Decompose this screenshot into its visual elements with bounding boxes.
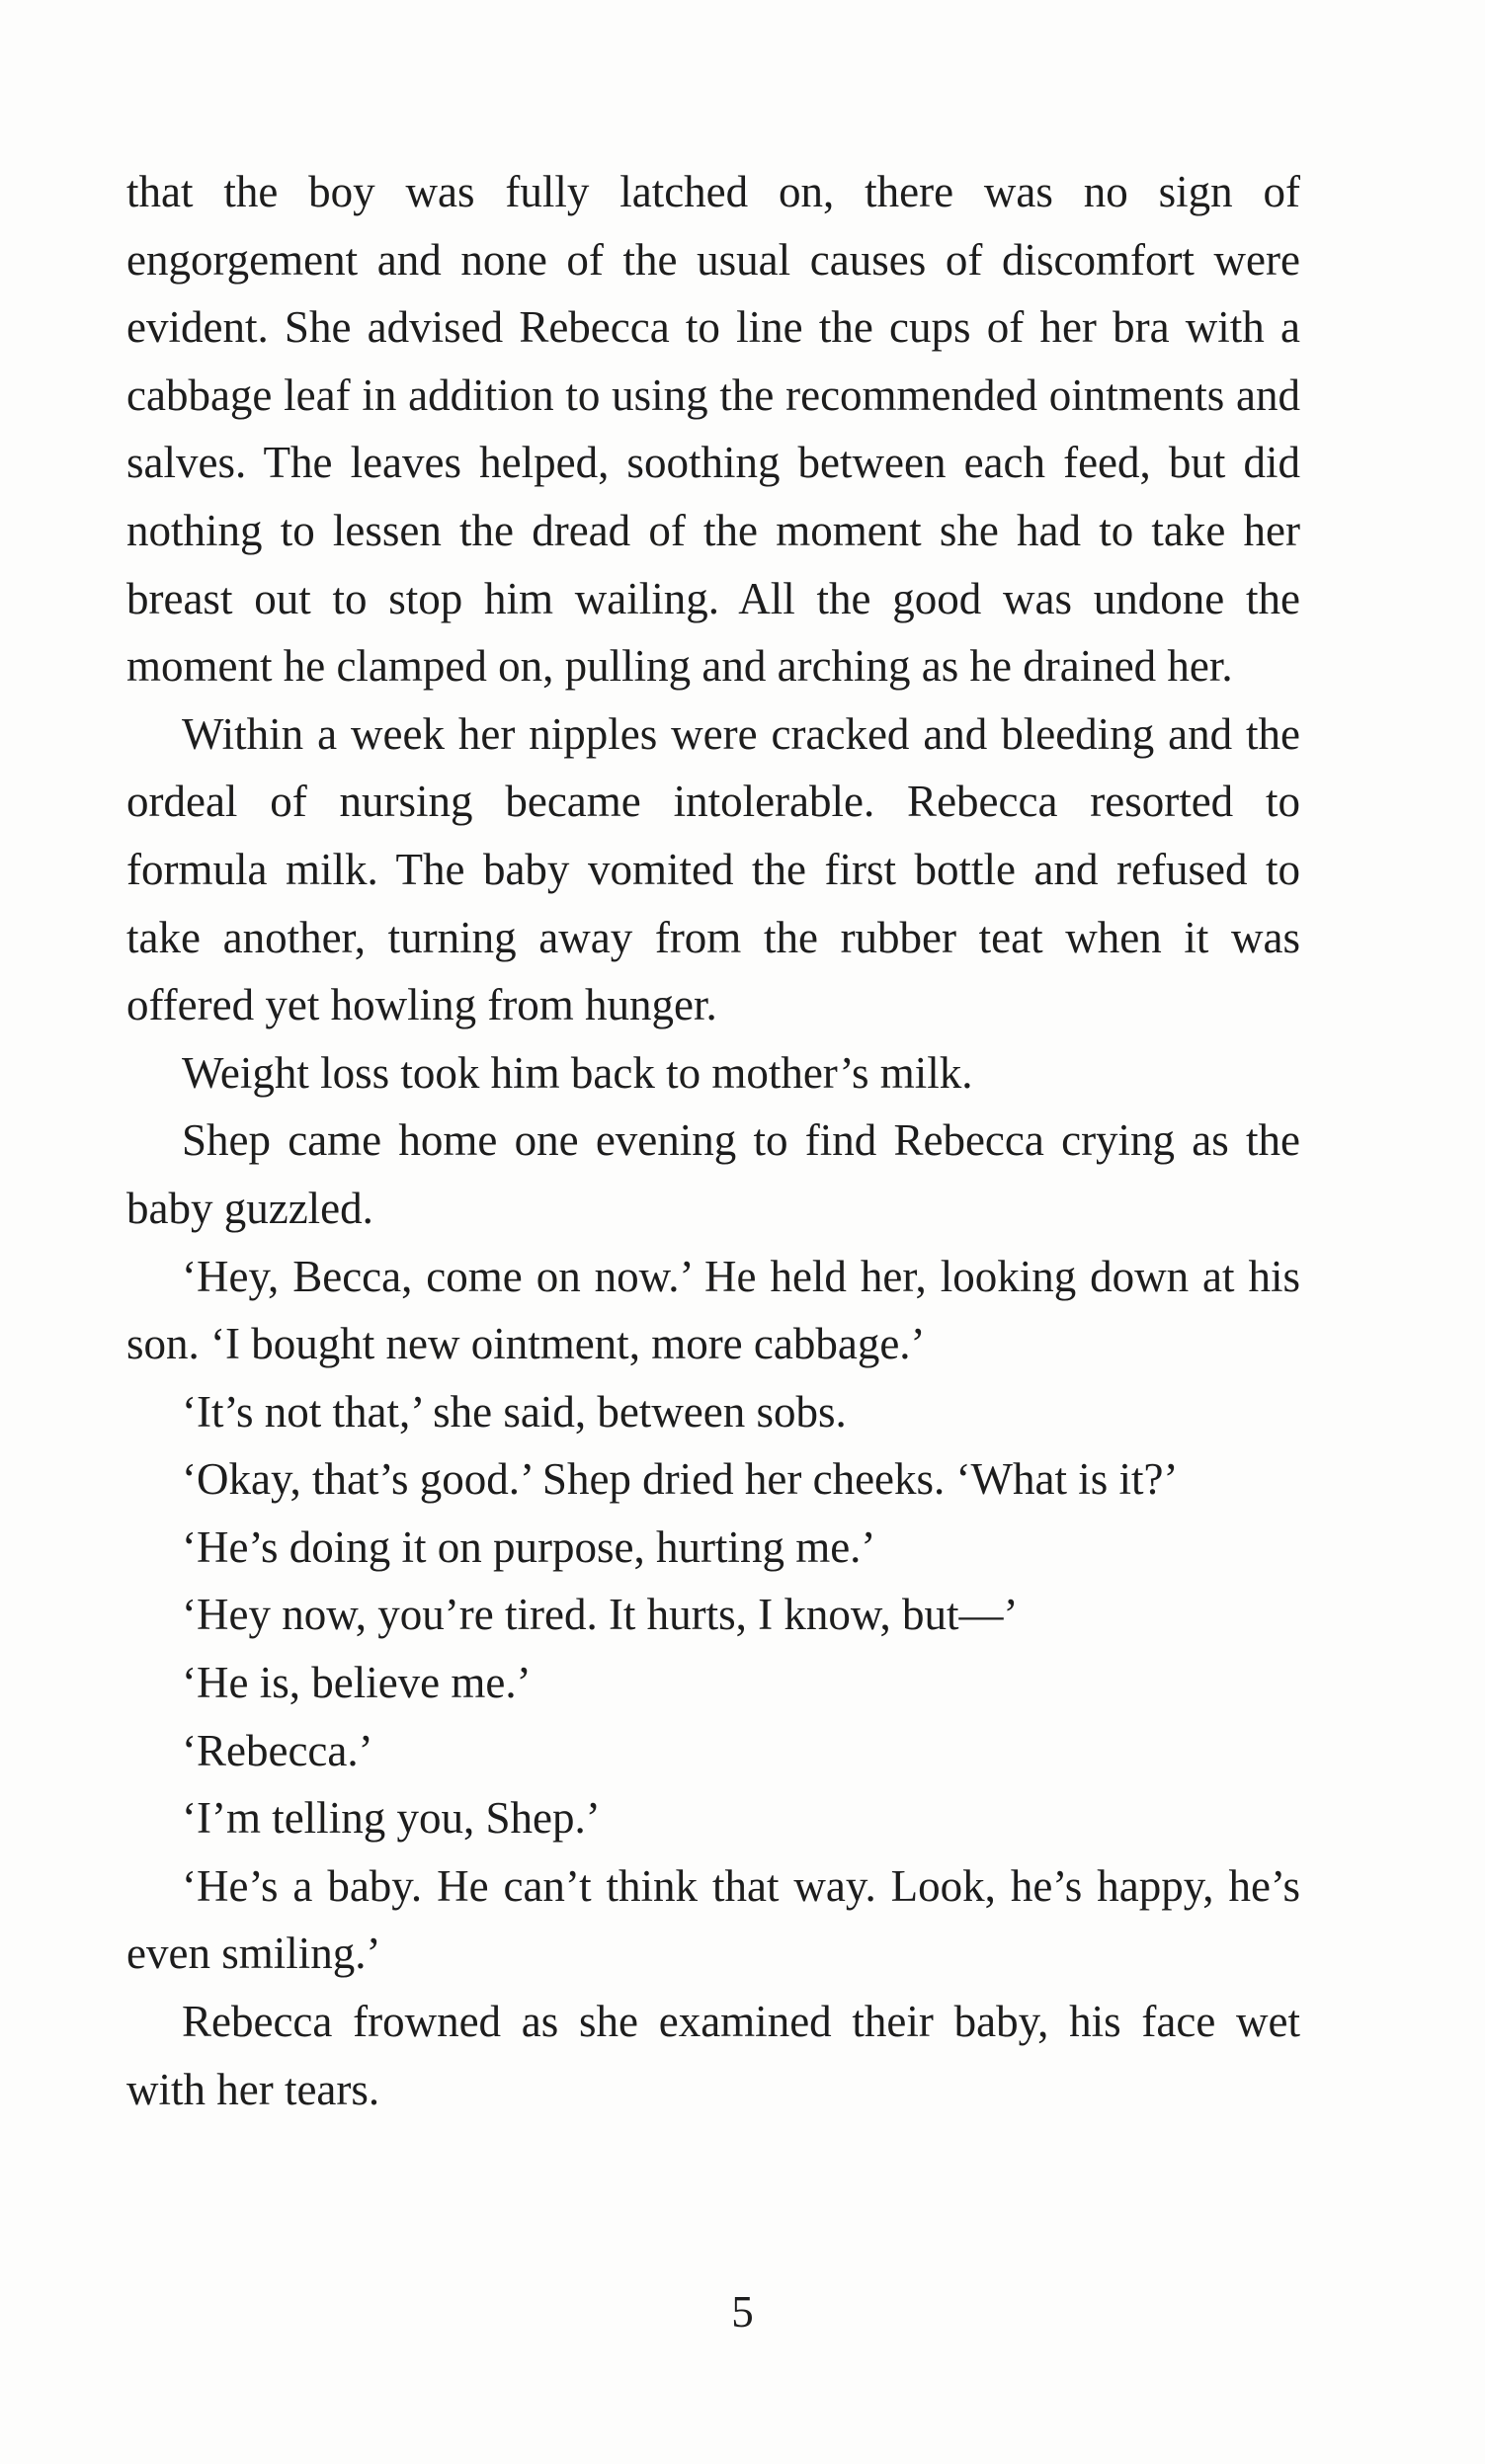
paragraph-12: ‘I’m telling you, Shep.’ xyxy=(182,1793,601,1844)
paragraph-6: ‘It’s not that,’ she said, between sobs. xyxy=(182,1386,847,1437)
paragraph-8: ‘He’s doing it on purpose, hurting me.’ xyxy=(182,1521,876,1572)
paragraph-10: ‘He is, believe me.’ xyxy=(182,1658,532,1708)
paragraph-2: Within a week her nipples were cracked and bleeding and the ordeal of nursing became intolerable. Rebecca resorted to formula milk. The baby vomited the first bottle and refused to take another, turning away from the rubber teat when it was offered yet howling from hunger. xyxy=(126,708,1300,1030)
paragraph-4: Shep came home one evening to find Rebecca crying as the baby guzzled. xyxy=(126,1115,1300,1233)
paragraph-13: ‘He’s a baby. He can’t think that way. Look, he’s happy, he’s even smiling.’ xyxy=(126,1860,1300,1979)
paragraph-5: ‘Hey, Becca, come on now.’ He held her, looking down at his son. ‘I bought new ointment, more cabbage.’ xyxy=(126,1251,1300,1369)
page-number: 5 xyxy=(731,2287,754,2337)
body-text xyxy=(126,158,1300,2123)
paragraph-9: ‘Hey now, you’re tired. It hurts, I know, but—’ xyxy=(182,1590,1019,1640)
paragraph-1: that the boy was fully latched on, there was no sign of engorgement and none of the usual causes of discomfort were evident. She advised Rebecca to line the cups of her bra with a cabbage leaf in addition to using the recommended ointments and salves. The leaves helped, soothing between each feed, but did nothing to lessen the dread of the moment she had to take her breast out to stop him wailing. All the good was undone the moment he clamped on, pulling and arching as he drained her. xyxy=(126,167,1300,692)
paragraph-11: ‘Rebecca.’ xyxy=(182,1725,373,1775)
paragraph-3: Weight loss took him back to mother’s milk. xyxy=(182,1047,973,1098)
paragraph-14: Rebecca frowned as she examined their baby, his face wet with her tears. xyxy=(126,1997,1300,2114)
paragraph-7: ‘Okay, that’s good.’ Shep dried her cheeks. ‘What is it?’ xyxy=(182,1454,1179,1505)
